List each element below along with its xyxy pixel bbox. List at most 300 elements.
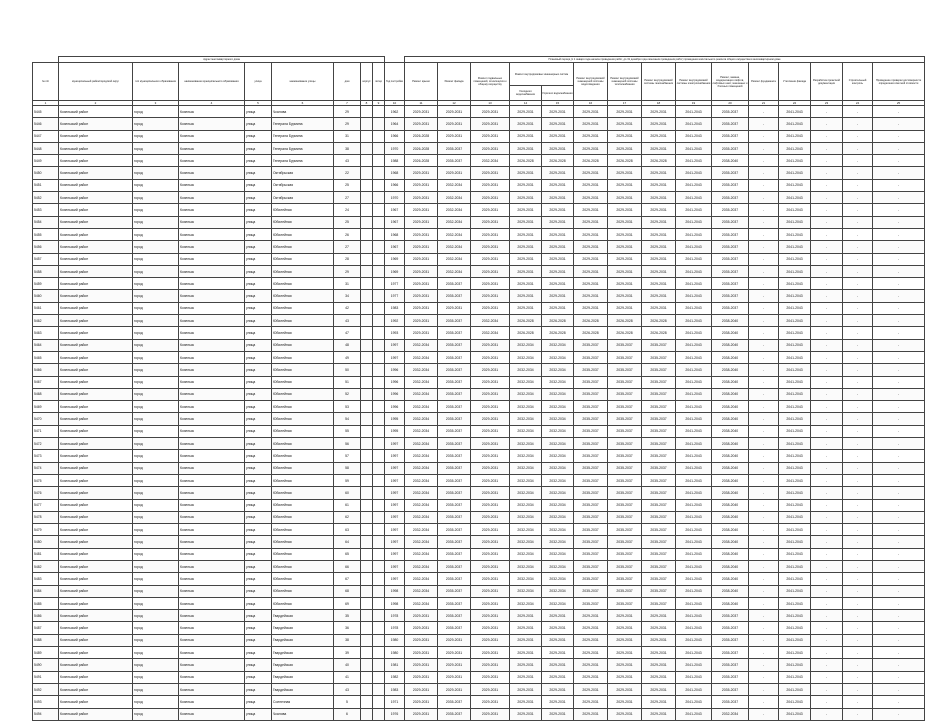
table-cell: 2041-2043: [676, 401, 712, 413]
table-cell: 2032-2034: [438, 216, 471, 228]
table-cell: 2035-2037: [608, 585, 642, 597]
column-number: 15: [542, 101, 574, 106]
table-cell: 2029-2031: [642, 622, 676, 634]
table-cell: 2038-2040: [712, 401, 749, 413]
table-cell: 2041-2043: [779, 450, 811, 462]
table-cell: -: [843, 610, 873, 622]
table-cell: 49: [334, 351, 361, 363]
table-cell: [373, 659, 385, 671]
table-cell: [373, 315, 385, 327]
table-cell: Козельск: [179, 155, 245, 167]
table-cell: 2035-2037: [438, 548, 471, 560]
header-col-2: муниципальный район/городской округ: [59, 63, 133, 101]
table-row: [33, 241, 925, 253]
table-cell: -: [749, 536, 779, 548]
table-cell: 2029-2031: [574, 179, 608, 191]
table-cell: 2029-2031: [471, 462, 510, 474]
table-cell: 2035-2037: [438, 290, 471, 302]
table-cell: 2029-2031: [510, 204, 542, 216]
table-cell: город: [133, 204, 179, 216]
table-cell: 2032-2034: [542, 536, 574, 548]
table-cell: улица: [245, 179, 272, 191]
table-cell: 2038-2040: [712, 597, 749, 609]
table-cell: 5463: [33, 327, 59, 339]
table-cell: [361, 438, 373, 450]
table-cell: 1996: [385, 388, 405, 400]
table-cell: 2035-2037: [608, 462, 642, 474]
table-cell: 2029-2031: [471, 167, 510, 179]
table-cell: Юбилейная: [272, 536, 334, 548]
table-cell: Юбилейная: [272, 265, 334, 277]
header-col-15: Горячего водоснабжения: [542, 86, 574, 101]
table-cell: 2035-2037: [574, 376, 608, 388]
table-cell: 2029-2031: [438, 647, 471, 659]
table-cell: 2041-2043: [676, 302, 712, 314]
table-cell: 2035-2037: [608, 560, 642, 572]
table-cell: 2032-2034: [405, 487, 438, 499]
table-cell: город: [133, 474, 179, 486]
header-col-3: тип муниципального образования: [133, 63, 179, 101]
table-cell: 2035-2037: [438, 511, 471, 523]
table-cell: 2029-2031: [510, 192, 542, 204]
table-cell: улица: [245, 192, 272, 204]
table-cell: 2029-2031: [471, 351, 510, 363]
header-col-17: Ремонт внутридомовой инженерной системы теплоснабжения: [608, 63, 642, 101]
table-cell: 2029-2031: [471, 560, 510, 572]
table-cell: -: [749, 192, 779, 204]
table-cell: Гвардейская: [272, 671, 334, 683]
header-col-5: улица: [245, 63, 272, 101]
table-cell: 36: [334, 622, 361, 634]
table-cell: 58: [334, 462, 361, 474]
table-cell: город: [133, 696, 179, 708]
table-cell: -: [843, 364, 873, 376]
table-cell: Октябрьская: [272, 192, 334, 204]
table-cell: -: [843, 216, 873, 228]
table-cell: 2041-2043: [779, 536, 811, 548]
table-cell: 2029-2031: [574, 683, 608, 695]
table-cell: 2035-2037: [712, 634, 749, 646]
table-cell: -: [811, 634, 843, 646]
table-cell: 2035-2037: [642, 524, 676, 536]
table-cell: 2026-2028: [405, 130, 438, 142]
table-cell: Козельский район: [59, 524, 133, 536]
table-cell: -: [843, 118, 873, 130]
table-cell: -: [873, 462, 925, 474]
table-cell: 2029-2031: [608, 708, 642, 720]
table-cell: 2041-2043: [676, 708, 712, 720]
table-cell: 1982: [385, 671, 405, 683]
table-cell: [361, 376, 373, 388]
table-cell: 1962: [385, 106, 405, 118]
table-cell: город: [133, 118, 179, 130]
table-cell: -: [811, 327, 843, 339]
table-cell: город: [133, 708, 179, 720]
table-row: [33, 401, 925, 413]
table-cell: 2032-2034: [510, 388, 542, 400]
table-cell: 1995: [385, 425, 405, 437]
table-cell: 2035-2037: [438, 499, 471, 511]
table-cell: 2026-2028: [574, 327, 608, 339]
table-cell: 5466: [33, 364, 59, 376]
table-cell: 5470: [33, 413, 59, 425]
table-cell: город: [133, 634, 179, 646]
table-cell: Козельский район: [59, 597, 133, 609]
table-cell: Козельский район: [59, 290, 133, 302]
table-cell: 2032-2034: [542, 413, 574, 425]
table-cell: Козельский район: [59, 560, 133, 572]
table-cell: 2032-2034: [542, 511, 574, 523]
table-cell: 2032-2034: [510, 413, 542, 425]
table-cell: 2041-2043: [779, 474, 811, 486]
table-cell: 2032-2034: [510, 536, 542, 548]
table-cell: 2035-2037: [712, 278, 749, 290]
table-cell: Козельский район: [59, 142, 133, 154]
table-cell: 2029-2031: [438, 634, 471, 646]
table-cell: 2029-2031: [510, 708, 542, 720]
table-cell: улица: [245, 376, 272, 388]
table-cell: 2041-2043: [676, 610, 712, 622]
table-cell: 2029-2031: [608, 179, 642, 191]
table-cell: Козельск: [179, 647, 245, 659]
table-cell: Козельск: [179, 462, 245, 474]
table-cell: [361, 499, 373, 511]
table-cell: 2029-2031: [608, 610, 642, 622]
table-cell: [373, 647, 385, 659]
table-cell: город: [133, 351, 179, 363]
table-cell: улица: [245, 696, 272, 708]
table-cell: [361, 130, 373, 142]
table-cell: 2029-2031: [510, 647, 542, 659]
table-cell: -: [873, 204, 925, 216]
table-row: [33, 278, 925, 290]
table-cell: 2029-2031: [438, 302, 471, 314]
table-cell: 2029-2031: [438, 106, 471, 118]
table-cell: -: [843, 425, 873, 437]
table-cell: [361, 302, 373, 314]
table-cell: 2029-2031: [405, 278, 438, 290]
table-cell: -: [873, 290, 925, 302]
table-cell: -: [749, 167, 779, 179]
table-cell: 2035-2037: [608, 388, 642, 400]
table-cell: [361, 290, 373, 302]
table-cell: 2029-2031: [510, 671, 542, 683]
table-cell: [373, 401, 385, 413]
table-cell: 2029-2031: [542, 708, 574, 720]
table-cell: [373, 462, 385, 474]
table-cell: [361, 536, 373, 548]
table-cell: улица: [245, 167, 272, 179]
column-number: 8: [361, 101, 373, 106]
table-cell: 2035-2037: [574, 511, 608, 523]
header-col-20: Ремонт, замена, модернизация лифтов, лифтовых шахт, машинных и блочных помещений: [712, 63, 749, 101]
table-cell: 2029-2031: [405, 622, 438, 634]
table-cell: Козельский район: [59, 487, 133, 499]
table-cell: -: [749, 647, 779, 659]
table-cell: 2035-2037: [608, 351, 642, 363]
table-cell: 40: [334, 659, 361, 671]
table-cell: улица: [245, 351, 272, 363]
table-cell: -: [811, 388, 843, 400]
table-cell: 2029-2031: [405, 671, 438, 683]
table-cell: -: [749, 278, 779, 290]
table-cell: 2041-2043: [676, 671, 712, 683]
table-cell: -: [843, 204, 873, 216]
table-cell: город: [133, 622, 179, 634]
table-cell: -: [843, 622, 873, 634]
table-cell: 2041-2043: [779, 659, 811, 671]
table-cell: 5480: [33, 536, 59, 548]
table-cell: -: [873, 696, 925, 708]
table-cell: улица: [245, 622, 272, 634]
table-cell: 1967: [385, 204, 405, 216]
table-cell: 2041-2043: [779, 167, 811, 179]
table-cell: 2035-2037: [574, 585, 608, 597]
table-cell: -: [843, 708, 873, 720]
column-number: 5: [245, 101, 272, 106]
table-cell: 2032-2034: [510, 548, 542, 560]
table-cell: 2041-2043: [676, 364, 712, 376]
table-cell: 2035-2037: [608, 548, 642, 560]
table-cell: Солнечная: [272, 696, 334, 708]
table-cell: Октябрьская: [272, 167, 334, 179]
header-col-9: литер: [373, 63, 385, 101]
table-cell: улица: [245, 659, 272, 671]
table-cell: -: [873, 474, 925, 486]
table-cell: [361, 315, 373, 327]
table-cell: город: [133, 462, 179, 474]
table-cell: 2029-2031: [574, 290, 608, 302]
table-cell: 2026-2028: [405, 155, 438, 167]
table-cell: 38: [334, 634, 361, 646]
table-cell: 2035-2037: [438, 462, 471, 474]
table-cell: -: [749, 708, 779, 720]
table-cell: Козельск: [179, 634, 245, 646]
table-cell: 2029-2031: [542, 634, 574, 646]
column-number: 21: [749, 101, 779, 106]
table-cell: Юбилейная: [272, 438, 334, 450]
table-cell: [361, 241, 373, 253]
header-col-11: Ремонт крыши: [405, 63, 438, 101]
table-cell: 2029-2031: [510, 253, 542, 265]
table-cell: 2029-2031: [542, 696, 574, 708]
table-cell: 2029-2031: [471, 647, 510, 659]
table-cell: 2029-2031: [471, 622, 510, 634]
table-cell: 2032-2034: [510, 339, 542, 351]
table-cell: город: [133, 548, 179, 560]
table-cell: Козельский район: [59, 708, 133, 720]
table-cell: [373, 425, 385, 437]
table-cell: 2029-2031: [438, 683, 471, 695]
table-cell: -: [749, 106, 779, 118]
table-cell: [361, 327, 373, 339]
table-cell: 2032-2034: [405, 573, 438, 585]
table-cell: улица: [245, 339, 272, 351]
table-cell: [373, 167, 385, 179]
table-cell: [373, 142, 385, 154]
table-cell: Козельский район: [59, 548, 133, 560]
table-cell: 2029-2031: [438, 167, 471, 179]
table-cell: [373, 265, 385, 277]
table-cell: [373, 548, 385, 560]
table-cell: 2029-2031: [471, 659, 510, 671]
table-row: [33, 155, 925, 167]
table-cell: -: [811, 278, 843, 290]
table-cell: 2029-2031: [471, 130, 510, 142]
table-cell: Козельский район: [59, 302, 133, 314]
table-cell: 2029-2031: [471, 585, 510, 597]
table-cell: -: [843, 130, 873, 142]
table-cell: 59: [334, 474, 361, 486]
table-cell: -: [749, 302, 779, 314]
table-cell: -: [811, 708, 843, 720]
table-cell: Юбилейная: [272, 548, 334, 560]
table-cell: 1983: [385, 302, 405, 314]
table-cell: 1998: [385, 597, 405, 609]
table-cell: 2032-2034: [542, 425, 574, 437]
table-cell: 2029-2031: [642, 278, 676, 290]
column-number: 16: [574, 101, 608, 106]
table-cell: Юбилейная: [272, 573, 334, 585]
table-row: [33, 425, 925, 437]
table-cell: 2041-2043: [779, 401, 811, 413]
table-cell: 2032-2034: [510, 524, 542, 536]
table-cell: -: [749, 597, 779, 609]
table-cell: -: [749, 339, 779, 351]
table-cell: Генерала Бурмина: [272, 130, 334, 142]
column-number: 11: [405, 101, 438, 106]
table-cell: 5477: [33, 499, 59, 511]
table-cell: -: [873, 450, 925, 462]
table-cell: 34: [334, 290, 361, 302]
table-cell: -: [873, 106, 925, 118]
table-cell: 2029-2031: [471, 192, 510, 204]
table-cell: Козельский район: [59, 388, 133, 400]
table-cell: Козельский район: [59, 610, 133, 622]
table-cell: [373, 339, 385, 351]
table-cell: 2035-2037: [642, 474, 676, 486]
table-cell: Юбилейная: [272, 339, 334, 351]
table-cell: [373, 216, 385, 228]
table-cell: [373, 671, 385, 683]
table-cell: Юбилейная: [272, 499, 334, 511]
table-cell: улица: [245, 524, 272, 536]
table-cell: улица: [245, 585, 272, 597]
table-cell: 1997: [385, 474, 405, 486]
table-cell: Юбилейная: [272, 413, 334, 425]
table-cell: -: [873, 659, 925, 671]
table-cell: 2041-2043: [676, 130, 712, 142]
table-cell: 2032-2034: [438, 228, 471, 240]
table-cell: Козельск: [179, 474, 245, 486]
table-row: [33, 671, 925, 683]
table-cell: Козельский район: [59, 647, 133, 659]
table-cell: [373, 376, 385, 388]
table-cell: Козельск: [179, 659, 245, 671]
table-cell: 1969: [385, 253, 405, 265]
table-cell: [373, 351, 385, 363]
table-cell: 2029-2031: [438, 118, 471, 130]
table-cell: Козельск: [179, 622, 245, 634]
table-cell: 2035-2037: [438, 142, 471, 154]
table-cell: [373, 438, 385, 450]
table-cell: 2032-2034: [542, 487, 574, 499]
table-cell: -: [843, 450, 873, 462]
table-cell: 2035-2037: [438, 376, 471, 388]
table-cell: улица: [245, 253, 272, 265]
header-col-6: наименование улицы: [272, 63, 334, 101]
table-cell: [373, 106, 385, 118]
table-cell: 2029-2031: [405, 696, 438, 708]
table-cell: 2041-2043: [779, 425, 811, 437]
table-cell: [373, 179, 385, 191]
table-cell: 2035-2037: [574, 524, 608, 536]
header-col-16: Ремонт внутридомовой инженерной системы водоотведения: [574, 63, 608, 101]
table-cell: 2029-2031: [642, 302, 676, 314]
table-cell: 2029-2031: [574, 302, 608, 314]
table-cell: 2029-2031: [608, 622, 642, 634]
table-cell: 2032-2034: [542, 339, 574, 351]
table-cell: улица: [245, 106, 272, 118]
table-cell: Козельский район: [59, 462, 133, 474]
table-cell: 2038-2040: [712, 327, 749, 339]
table-cell: -: [843, 179, 873, 191]
table-cell: -: [873, 315, 925, 327]
table-cell: [373, 696, 385, 708]
column-number: 9: [373, 101, 385, 106]
column-number: 13: [471, 101, 510, 106]
table-cell: 2032-2034: [510, 364, 542, 376]
table-cell: 2041-2043: [779, 708, 811, 720]
table-cell: 2029-2031: [405, 118, 438, 130]
table-cell: -: [873, 130, 925, 142]
table-cell: 5462: [33, 315, 59, 327]
table-cell: 2035-2037: [438, 438, 471, 450]
table-cell: 2035-2037: [438, 278, 471, 290]
table-cell: 2029-2031: [574, 241, 608, 253]
table-cell: 2032-2034: [542, 401, 574, 413]
table-cell: 5472: [33, 438, 59, 450]
table-cell: -: [811, 597, 843, 609]
table-cell: -: [873, 597, 925, 609]
table-row: [33, 167, 925, 179]
table-cell: 2038-2040: [712, 339, 749, 351]
table-cell: 2029-2031: [471, 499, 510, 511]
table-cell: -: [749, 610, 779, 622]
table-cell: -: [811, 413, 843, 425]
document-sheet: [32, 56, 922, 717]
table-cell: 2026-2028: [608, 315, 642, 327]
table-cell: 2035-2037: [712, 610, 749, 622]
table-cell: -: [873, 647, 925, 659]
table-cell: 2038-2040: [712, 450, 749, 462]
table-cell: 60: [334, 487, 361, 499]
table-cell: 5489: [33, 647, 59, 659]
table-cell: 2032-2034: [405, 560, 438, 572]
table-cell: 2041-2043: [676, 499, 712, 511]
table-cell: 2035-2037: [574, 560, 608, 572]
table-cell: город: [133, 290, 179, 302]
table-row: [33, 499, 925, 511]
table-cell: город: [133, 597, 179, 609]
table-cell: [361, 548, 373, 560]
table-cell: 28: [334, 253, 361, 265]
table-cell: 2035-2037: [712, 192, 749, 204]
table-cell: Юбилейная: [272, 524, 334, 536]
table-cell: 5465: [33, 351, 59, 363]
table-cell: 2038-2040: [712, 351, 749, 363]
table-cell: 2035-2037: [642, 425, 676, 437]
